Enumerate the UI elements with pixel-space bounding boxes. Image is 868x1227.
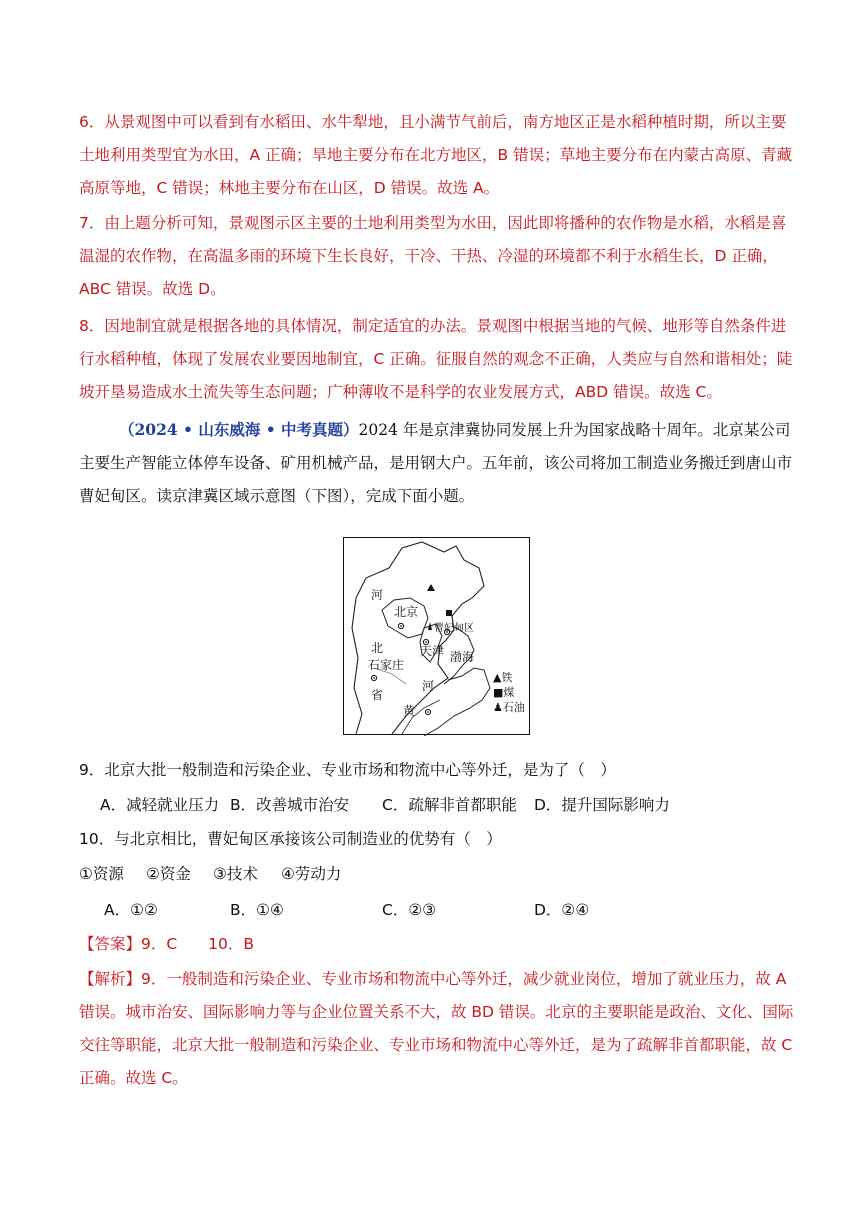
iron-symbol — [427, 584, 435, 591]
coal-symbol — [446, 610, 452, 616]
map-label-tianjin: 天津 — [420, 644, 445, 658]
q10-option-d: D．②④ — [534, 901, 590, 919]
map-label-bohai: 渤海 — [450, 650, 475, 664]
map-label-he-2: 河 — [422, 679, 435, 693]
q10-option-a: A．①② — [104, 901, 158, 919]
map-label-he: 河 — [371, 588, 384, 602]
answer-line: 【答案】9．C 10．B — [79, 935, 255, 953]
question-stem — [79, 413, 795, 513]
q9-option-b: B．改善城市治安 — [230, 796, 350, 814]
map-label-sheng: 省 — [371, 688, 384, 702]
question-source: （2024 • 山东威海 • 中考真题） — [119, 420, 359, 439]
question-10-options — [0, 898, 868, 922]
q10-option-b: B．①④ — [230, 901, 284, 919]
q10-item-1: ①资源 — [79, 865, 124, 883]
q9-option-a: A．减轻就业压力 — [100, 796, 220, 814]
question-9-options — [0, 793, 868, 817]
question-10-text: 10．与北京相比，曹妃甸区承接该公司制造业的优势有（ ） — [79, 830, 502, 848]
legend-oil: ♟石油 — [493, 701, 525, 714]
map-legend — [493, 670, 525, 715]
legend-iron: ▲铁 — [493, 671, 513, 684]
map-label-caofeidian: 曹妃甸区 — [434, 623, 474, 634]
map-label-beijing: 北京 — [394, 605, 419, 619]
q10-item-3: ③技术 — [213, 865, 258, 883]
q10-item-2: ②资金 — [146, 865, 191, 883]
explanation-8: 8．因地制宜就是根据各地的具体情况，制定适宜的办法。景观图中根据当地的气候、地形等自然条件进行水稻种植，体现了发展农业要因地制宜，C 正确。征服自然的观念不正确，人类应与自然和谐相处；陡坡开垦易造成水土流失等生态问题；广种薄收不是科学的农业发展方式，ABD 错误。故选 C。 — [79, 317, 793, 401]
map-label-huang: 黄 — [403, 704, 416, 718]
q9-option-d: D．提升国际影响力 — [534, 796, 670, 814]
map-label-shijiazhuang: 石家庄 — [368, 658, 405, 672]
map-label-bei: 北 — [371, 641, 384, 655]
q10-option-c: C．②③ — [382, 901, 437, 919]
q10-item-4: ④劳动力 — [281, 865, 342, 883]
question-9-text: 9．北京大批一般制造和污染企业、专业市场和物流中心等外迁，是为了（ ） — [79, 761, 616, 779]
legend-coal: ■煤 — [493, 686, 515, 699]
explanation-7: 7．由上题分析可知，景观图示区主要的土地利用类型为水田，因此即将播种的农作物是水稻，水稻是喜温湿的农作物，在高温多雨的环境下生长良好，干冷、干热、冷湿的环境都不利于水稻生长，D 正确，ABC 错误。故选 D。 — [79, 214, 787, 298]
question-10-items — [0, 862, 868, 886]
q9-option-c: C．疏解非首都职能 — [382, 796, 517, 814]
explanation-6: 6．从景观图中可以看到有水稻田、水牛犁地，且小满节气前后，南方地区正是水稻种植时期，所以主要土地利用类型宜为水田，A 正确；旱地主要分布在北方地区，B 错误；草地主要分布在内蒙古高原、青藏高原等地，C 错误；林地主要分布在山区，D 错误。故选 A。 — [79, 113, 793, 197]
analysis: 【解析】9．一般制造和污染企业、专业市场和物流中心等外迁，减少就业岗位，增加了就业压力，故 A 错误。城市治安、国际影响力等与企业位置关系不大，故 BD 错误。北京的主要职能是政治、文化、国际交往等职能，北京大批一般制造和污染企业、专业市场和物流中心等外迁，是为了疏解非首都职能，故 C 正确。故选 C。 — [79, 970, 794, 1087]
question-stem-text: 2024 年是京津冀协同发展上升为国家战略十周年。北京某公司主要生产智能立体停车设备、矿用机械产品，是用钢大户。五年前，该公司将加工制造业务搬迁到唐山市曹妃甸区。读京津冀区域示意图（下图），完成下面小题。 — [79, 421, 793, 505]
